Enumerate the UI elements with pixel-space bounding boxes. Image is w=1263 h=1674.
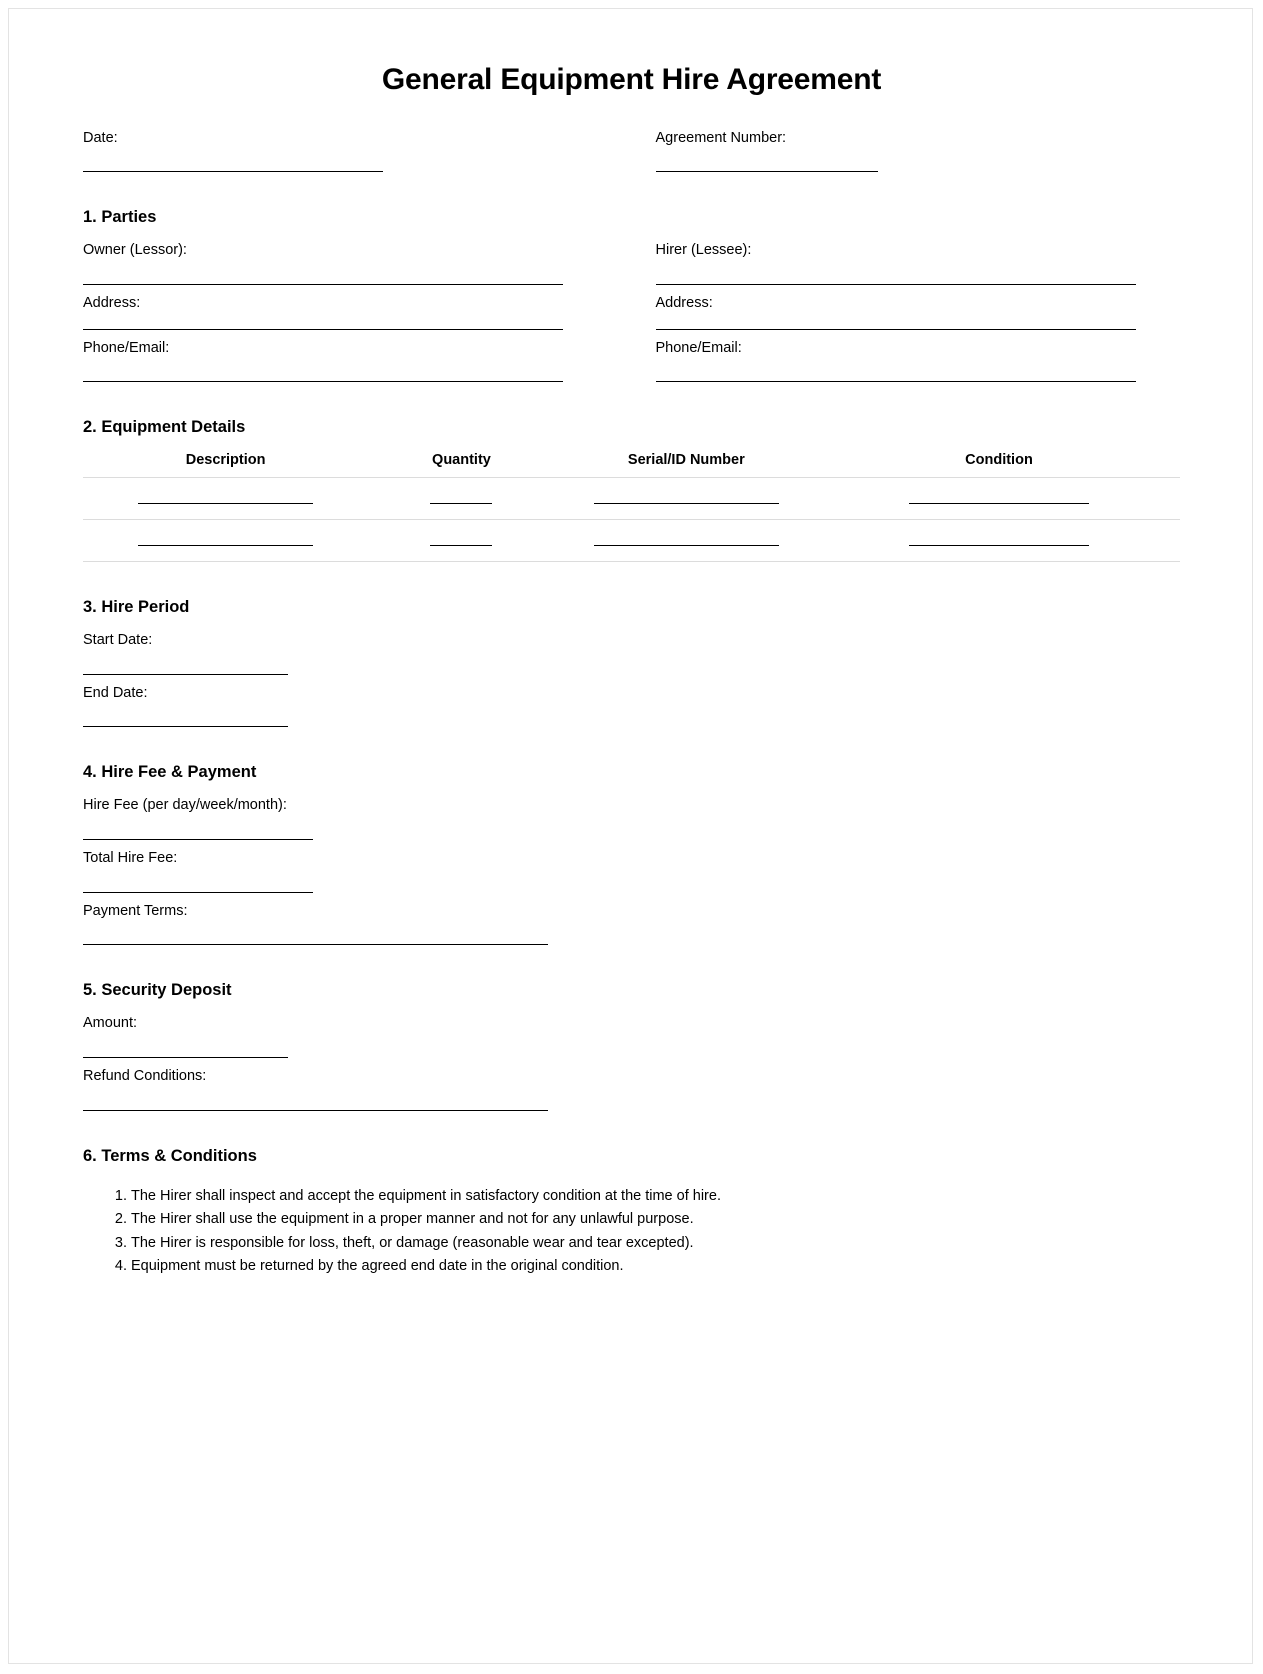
quantity-input-line[interactable] xyxy=(430,503,492,504)
document-body xyxy=(9,9,1253,1278)
description-input-line[interactable] xyxy=(138,503,313,504)
deposit-amount-label: Amount: xyxy=(83,1015,137,1032)
terms-conditions-list xyxy=(83,1185,1180,1279)
agreement-number-label: Agreement Number: xyxy=(655,129,787,146)
hire-fee-label: Hire Fee (per day/week/month): xyxy=(83,797,287,814)
section-heading-equipment: 2. Equipment Details xyxy=(83,418,246,437)
owner-name-label: Owner (Lessor): xyxy=(83,242,187,259)
cell-condition xyxy=(818,478,1180,520)
payment-terms-label: Payment Terms: xyxy=(83,902,188,919)
cell-quantity xyxy=(368,520,554,562)
owner-address-input-line[interactable] xyxy=(83,329,563,330)
agreement-number-input-line[interactable] xyxy=(656,171,878,172)
section-heading-security-deposit: 5. Security Deposit xyxy=(83,981,232,1000)
owner-contact-label: Phone/Email: xyxy=(83,339,170,356)
owner-contact-group xyxy=(83,338,632,383)
refund-conditions-label: Refund Conditions: xyxy=(83,1067,207,1084)
hirer-name-group xyxy=(632,240,1181,285)
hirer-contact-group xyxy=(632,338,1181,383)
end-date-label: End Date: xyxy=(83,684,148,701)
document-page xyxy=(8,8,1253,1664)
table-row xyxy=(83,520,1180,562)
parties-name-row xyxy=(83,240,1180,285)
section-heading-hire-fee: 4. Hire Fee & Payment xyxy=(83,763,257,782)
parties-address-row xyxy=(83,293,1180,330)
quantity-input-line[interactable] xyxy=(430,545,492,546)
owner-address-group xyxy=(83,293,632,330)
hirer-address-group xyxy=(632,293,1181,330)
section-heading-hire-period: 3. Hire Period xyxy=(83,598,190,617)
cell-serial-id xyxy=(555,478,818,520)
document-content-clip xyxy=(9,9,1253,1293)
owner-name-group xyxy=(83,240,632,285)
equipment-table-body xyxy=(83,478,1180,562)
cell-description xyxy=(83,520,368,562)
start-date-label: Start Date: xyxy=(83,631,153,648)
list-item: 2. The Hirer shall use the equipment in a proper manner and not for any unlawful purpose. xyxy=(131,1208,1180,1231)
list-item: 3. The Hirer is responsible for loss, theft, or damage (reasonable wear and tear excepted). xyxy=(131,1232,1180,1255)
hirer-address-label: Address: xyxy=(655,294,713,311)
column-header-serial-id: Serial/ID Number xyxy=(555,452,818,478)
hirer-name-input-line[interactable] xyxy=(656,284,1136,285)
column-header-description: Description xyxy=(83,452,368,478)
date-label: Date: xyxy=(83,129,118,146)
condition-input-line[interactable] xyxy=(909,545,1089,546)
owner-address-label: Address: xyxy=(83,294,141,311)
date-field-group xyxy=(83,128,632,173)
owner-name-input-line[interactable] xyxy=(83,284,563,285)
list-item: 4. Equipment must be returned by the agreed end date in the original condition. xyxy=(131,1255,1180,1278)
date-input-line[interactable] xyxy=(83,171,383,172)
serial-id-input-line[interactable] xyxy=(594,503,779,504)
cell-serial-id xyxy=(555,520,818,562)
cell-quantity xyxy=(368,478,554,520)
agreement-number-field-group xyxy=(632,128,1181,173)
condition-input-line[interactable] xyxy=(909,503,1089,504)
cell-description xyxy=(83,478,368,520)
section-heading-parties: 1. Parties xyxy=(83,208,157,227)
cell-condition xyxy=(818,520,1180,562)
header-fields-row xyxy=(83,128,1180,173)
table-header-row xyxy=(83,452,1180,478)
owner-contact-input-line[interactable] xyxy=(83,381,563,382)
column-header-quantity: Quantity xyxy=(368,452,554,478)
hirer-contact-input-line[interactable] xyxy=(656,381,1136,382)
section-heading-terms: 6. Terms & Conditions xyxy=(83,1146,257,1165)
page-title: General Equipment Hire Agreement xyxy=(381,63,882,96)
total-hire-fee-label: Total Hire Fee: xyxy=(83,849,178,866)
parties-contact-row xyxy=(83,338,1180,383)
column-header-condition: Condition xyxy=(818,452,1180,478)
hirer-contact-label: Phone/Email: xyxy=(655,339,742,356)
description-input-line[interactable] xyxy=(138,545,313,546)
serial-id-input-line[interactable] xyxy=(594,545,779,546)
hirer-address-input-line[interactable] xyxy=(656,329,1136,330)
list-item: 1. The Hirer shall inspect and accept the equipment in satisfactory condition at the time of hire. xyxy=(131,1185,1180,1208)
hirer-name-label: Hirer (Lessee): xyxy=(655,242,752,259)
table-row xyxy=(83,478,1180,520)
equipment-details-table xyxy=(83,452,1180,562)
